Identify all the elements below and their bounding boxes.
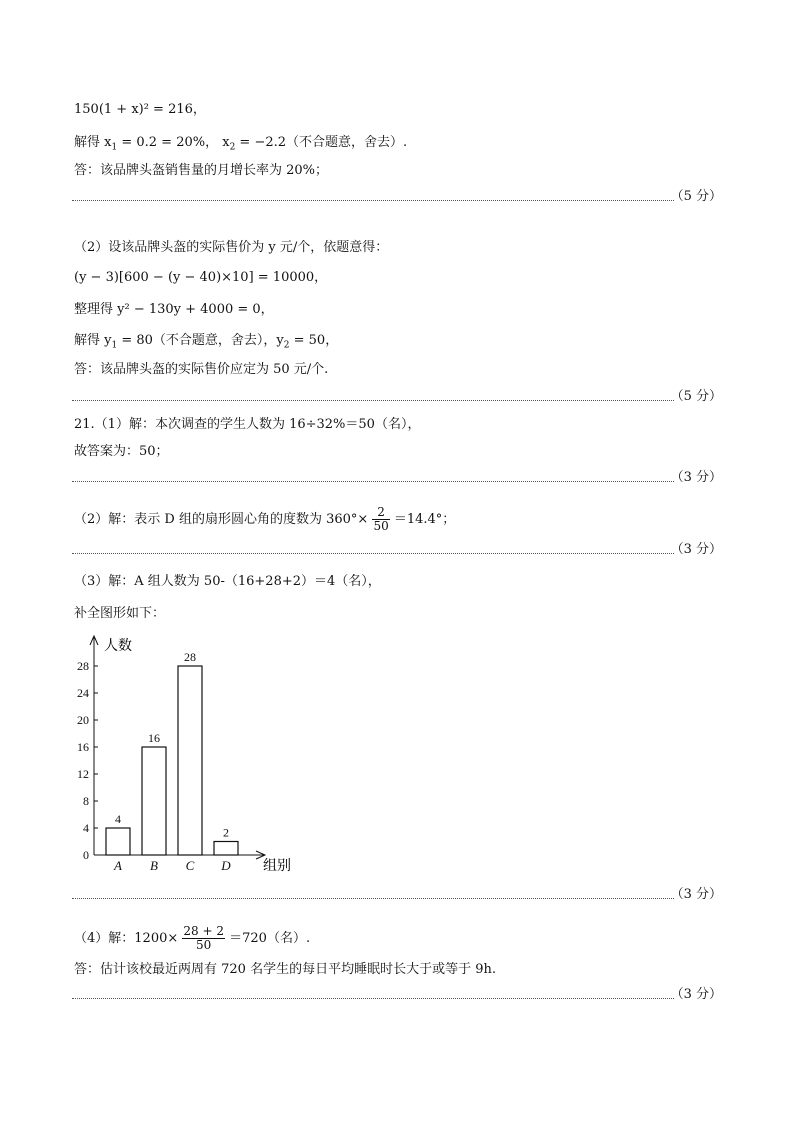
fraction-numerator: 2 bbox=[372, 506, 389, 520]
score-row bbox=[72, 389, 722, 405]
dotted-leader bbox=[72, 481, 674, 482]
category-label: D bbox=[221, 858, 231, 873]
solution-post: = 50， bbox=[289, 333, 339, 348]
subscript: 2 bbox=[229, 142, 236, 153]
q21-part3: （3）解：A 组人数为 50-（16+28+2）＝4（名）， bbox=[74, 574, 381, 589]
y-tick-label: 28 bbox=[77, 659, 89, 673]
answer-line: 答：该品牌头盔销售量的月增长率为 20%； bbox=[74, 163, 329, 178]
bar bbox=[178, 666, 202, 855]
bar-value-label: 28 bbox=[184, 650, 196, 664]
solution-pre: 解得 x bbox=[74, 135, 112, 150]
dotted-leader bbox=[72, 898, 674, 899]
x-axis-label: 组别 bbox=[263, 859, 291, 874]
bar bbox=[142, 747, 166, 855]
dotted-leader bbox=[72, 200, 674, 201]
y-tick-label: 16 bbox=[77, 740, 89, 754]
score-label: （3 分） bbox=[670, 542, 722, 557]
score-label: （3 分） bbox=[670, 987, 722, 1002]
score-row bbox=[72, 542, 722, 558]
score-label: （3 分） bbox=[670, 470, 722, 485]
y-axis-label: 人数 bbox=[104, 639, 132, 654]
solution-pre: 解得 y bbox=[74, 333, 112, 348]
subscript: 1 bbox=[111, 142, 118, 153]
subscript: 2 bbox=[283, 340, 290, 351]
score-label: （3 分） bbox=[670, 887, 722, 902]
score-label: （5 分） bbox=[670, 389, 722, 404]
fraction bbox=[182, 925, 225, 952]
fraction-denominator: 50 bbox=[196, 938, 212, 952]
solution-line bbox=[74, 135, 407, 156]
q21-part2-post: ＝14.4°； bbox=[393, 512, 456, 527]
q21-part2-pre: （2）解：表示 D 组的扇形圆心角的度数为 360°× bbox=[74, 512, 369, 527]
q21-part4 bbox=[74, 925, 310, 952]
fraction-numerator: 28 + 2 bbox=[183, 924, 224, 938]
category-label: B bbox=[150, 858, 158, 873]
subscript: 1 bbox=[111, 340, 118, 351]
q21-answer1: 故答案为：50； bbox=[74, 444, 169, 459]
score-label: （5 分） bbox=[670, 189, 722, 204]
q21-part1: 21.（1）解：本次调查的学生人数为 16÷32%＝50（名）， bbox=[74, 417, 421, 432]
bar-value-label: 2 bbox=[223, 825, 229, 840]
q21-part4-pre: （4）解：1200× bbox=[74, 931, 179, 946]
score-row bbox=[72, 189, 722, 205]
category-label: A bbox=[114, 858, 122, 873]
equation-line: (y − 3)[600 − (y − 40)×10] = 10000， bbox=[74, 270, 328, 285]
y-tick-label: 8 bbox=[83, 794, 89, 808]
y-tick-label: 20 bbox=[77, 713, 89, 727]
q21-part4-post: ＝720（名）. bbox=[229, 931, 311, 946]
dotted-leader bbox=[72, 400, 674, 401]
q21-part3-note: 补全图形如下： bbox=[74, 606, 166, 621]
category-label: C bbox=[185, 858, 195, 873]
dotted-leader bbox=[72, 553, 674, 554]
answer-line: 答：该品牌头盔的实际售价应定为 50 元/个. bbox=[74, 362, 329, 377]
q21-answer4: 答：估计该校最近两周有 720 名学生的每日平均睡眠时长大于或等于 9h. bbox=[74, 962, 496, 977]
bar-value-label: 4 bbox=[115, 812, 121, 826]
bar-value-label: 16 bbox=[148, 731, 160, 745]
y-tick-label: 4 bbox=[83, 821, 89, 835]
equation-line: 150(1 + x)² = 216， bbox=[74, 102, 206, 117]
y-tick-label: 0 bbox=[83, 848, 89, 862]
solution-mid: = 80（不合题意，舍去），y bbox=[117, 333, 284, 348]
solution-line bbox=[74, 333, 338, 354]
fraction bbox=[372, 506, 389, 533]
equation-line: 整理得 y² − 130y + 4000 = 0， bbox=[74, 302, 274, 317]
bar-chart bbox=[60, 628, 300, 878]
solution-mid: = 0.2 = 20%， x bbox=[117, 135, 230, 150]
score-row bbox=[72, 470, 722, 486]
bar bbox=[214, 842, 238, 856]
q21-part2 bbox=[74, 506, 455, 533]
y-tick-label: 24 bbox=[77, 686, 89, 700]
bar bbox=[106, 828, 130, 855]
score-row bbox=[72, 987, 722, 1003]
part2-heading: （2）设该品牌头盔的实际售价为 y 元/个，依题意得： bbox=[74, 240, 389, 255]
score-row bbox=[72, 887, 722, 903]
solution-post: = −2.2（不合题意，舍去）. bbox=[235, 135, 408, 150]
dotted-leader bbox=[72, 998, 674, 999]
fraction-denominator: 50 bbox=[373, 519, 389, 533]
y-tick-label: 12 bbox=[77, 767, 89, 781]
